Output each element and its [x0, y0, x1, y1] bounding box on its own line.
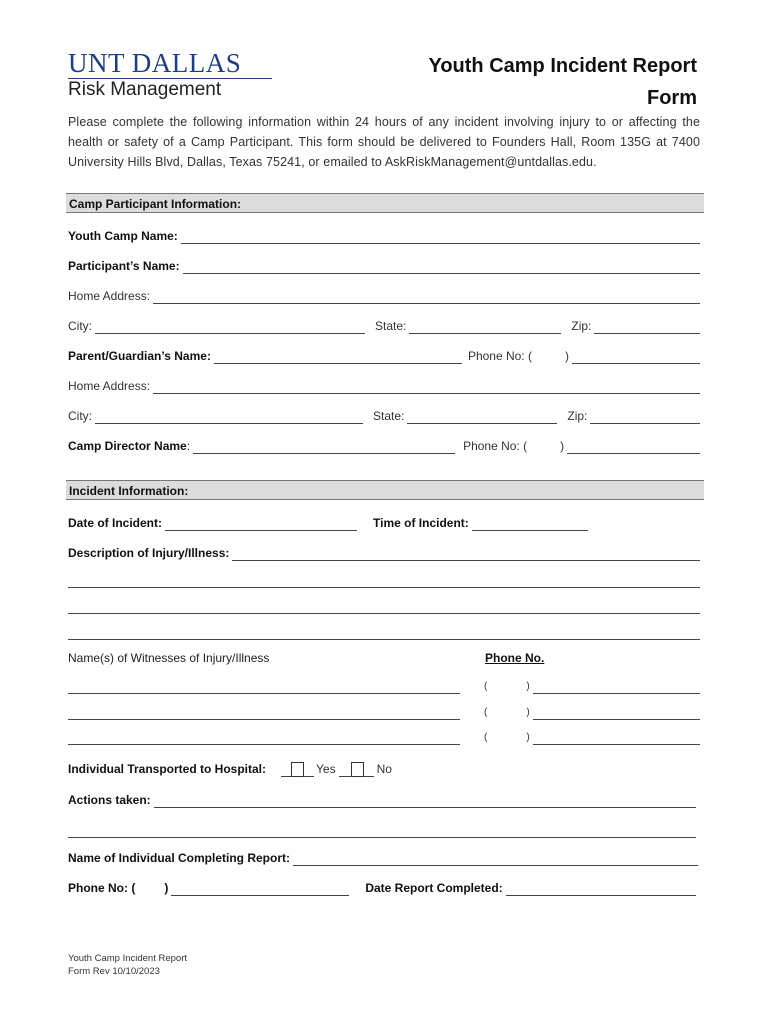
actions-taken-line-2 — [68, 822, 696, 838]
no-blank-2 — [364, 765, 374, 777]
date-completed-field[interactable] — [506, 884, 696, 896]
state-2-field[interactable] — [407, 412, 557, 424]
witness-phone-field[interactable] — [533, 733, 700, 745]
completer-phone-date-row — [68, 880, 696, 896]
parent-guardian-field[interactable] — [214, 352, 462, 364]
actions-taken-field[interactable] — [154, 796, 696, 808]
zip-field[interactable] — [594, 322, 700, 334]
witness-phone-paren-close: ) — [526, 707, 530, 718]
witnesses-heading: Name(s) of Witnesses of Injury/Illness — [68, 651, 270, 665]
description-line-3 — [68, 598, 700, 614]
witness-row — [68, 729, 700, 745]
state-field[interactable] — [409, 322, 561, 334]
no-blank — [339, 765, 351, 777]
form-title-line2: Form — [647, 87, 697, 109]
witness-name-field[interactable] — [68, 708, 460, 720]
footer — [68, 952, 187, 978]
no-checkbox[interactable] — [351, 762, 364, 777]
witness-phone-paren-open: ( — [484, 681, 488, 692]
camp-director-colon: : — [186, 439, 191, 453]
state-label: State: — [375, 319, 407, 333]
logo-risk-management: Risk Management — [68, 79, 222, 100]
witness-name-field[interactable] — [68, 682, 460, 694]
participant-section-heading: Camp Participant Information: — [66, 193, 704, 213]
city-2-label: City: — [68, 409, 92, 423]
date-of-incident-label: Date of Incident: — [68, 516, 163, 530]
camp-director-field[interactable] — [193, 442, 455, 454]
date-completed-label: Date Report Completed: — [365, 881, 503, 895]
description-label: Description of Injury/Illness: — [68, 546, 230, 560]
yes-label: Yes — [316, 762, 336, 776]
name-completing-label: Name of Individual Completing Report: — [68, 851, 291, 865]
description-line-2 — [68, 572, 700, 588]
participant-name-field[interactable] — [183, 262, 700, 274]
witness-phone-paren-open: ( — [484, 732, 488, 743]
yes-checkbox[interactable] — [291, 762, 304, 777]
form-title-line1: Youth Camp Incident Report — [428, 55, 697, 77]
youth-camp-name-field[interactable] — [181, 232, 700, 244]
intro-paragraph: Please complete the following information within 24 hours of any incident involving injury to or affecting the health or safety of a Camp Participant. This form should be delivered to Founders Hall, Room 135G at 7400 University Hills Blvd, Dallas, Texas 75241, or emailed to AskRiskManagement@untdallas.edu. — [68, 115, 700, 169]
date-time-row — [68, 515, 700, 531]
actions-taken-row — [68, 792, 696, 808]
completer-phone-paren: ) — [164, 881, 169, 895]
home-address-row — [68, 288, 700, 304]
name-completing-row — [68, 850, 698, 866]
witness-row — [68, 704, 700, 720]
zip-2-label: Zip: — [567, 409, 588, 423]
footer-title: Youth Camp Incident Report — [68, 953, 188, 964]
phone-heading: Phone No. — [485, 651, 545, 665]
camp-director-label: Camp Director Name — [68, 439, 187, 453]
home-address-field[interactable] — [153, 292, 700, 304]
youth-camp-name-row — [68, 228, 700, 244]
zip-label: Zip: — [571, 319, 592, 333]
witness-row — [68, 678, 700, 694]
description-field[interactable] — [232, 549, 700, 561]
witness-phone-field[interactable] — [533, 682, 700, 694]
home-address-2-label: Home Address: — [68, 379, 151, 393]
parent-phone-field[interactable] — [572, 352, 700, 364]
time-of-incident-label: Time of Incident: — [373, 516, 469, 530]
parent-guardian-label: Parent/Guardian’s Name: — [68, 349, 211, 363]
actions-taken-field-2[interactable] — [68, 826, 696, 838]
form-title — [357, 50, 697, 114]
completer-phone-field[interactable] — [171, 884, 349, 896]
home-address-label: Home Address: — [68, 289, 151, 303]
zip-2-field[interactable] — [590, 412, 700, 424]
director-phone-paren: ) — [560, 439, 565, 453]
time-of-incident-field[interactable] — [472, 519, 588, 531]
participant-name-label: Participant’s Name: — [68, 259, 180, 273]
no-label: No — [376, 762, 392, 776]
transported-row — [68, 761, 468, 777]
director-phone-field[interactable] — [567, 442, 700, 454]
city-field[interactable] — [95, 322, 365, 334]
state-2-label: State: — [373, 409, 405, 423]
completer-phone-label: Phone No: ( — [68, 881, 136, 895]
city-2-field[interactable] — [95, 412, 363, 424]
home-address-2-row — [68, 378, 700, 394]
camp-director-row — [68, 438, 700, 454]
parent-phone-label: Phone No: ( — [467, 349, 532, 363]
participant-name-row — [68, 258, 700, 274]
transported-label: Individual Transported to Hospital: — [68, 762, 267, 776]
name-completing-field[interactable] — [293, 854, 698, 866]
description-row — [68, 545, 700, 561]
witness-phone-paren-close: ) — [526, 732, 530, 743]
witness-phone-paren-close: ) — [526, 681, 530, 692]
youth-camp-name-label: Youth Camp Name: — [68, 229, 178, 243]
yes-blank-2 — [304, 765, 314, 777]
incident-section-heading: Incident Information: — [66, 480, 704, 500]
date-of-incident-field[interactable] — [165, 519, 357, 531]
description-field-4[interactable] — [68, 628, 700, 640]
city-state-zip-2-row — [68, 408, 700, 424]
actions-taken-label: Actions taken: — [68, 793, 151, 807]
parent-phone-paren: ) — [564, 349, 569, 363]
director-phone-label: Phone No: ( — [463, 439, 528, 453]
description-field-2[interactable] — [68, 576, 700, 588]
logo-unt-dallas: UNT DALLAS — [68, 48, 242, 78]
footer-revision: Form Rev 10/10/2023 — [68, 966, 160, 977]
city-state-zip-row — [68, 318, 700, 334]
witness-phone-field[interactable] — [533, 708, 700, 720]
city-label: City: — [68, 319, 92, 333]
yes-blank — [281, 765, 291, 777]
parent-guardian-row — [68, 348, 700, 364]
home-address-2-field[interactable] — [153, 382, 700, 394]
description-field-3[interactable] — [68, 602, 700, 614]
witness-phone-paren-open: ( — [484, 707, 488, 718]
description-line-4 — [68, 624, 700, 640]
witness-name-field[interactable] — [68, 733, 460, 745]
